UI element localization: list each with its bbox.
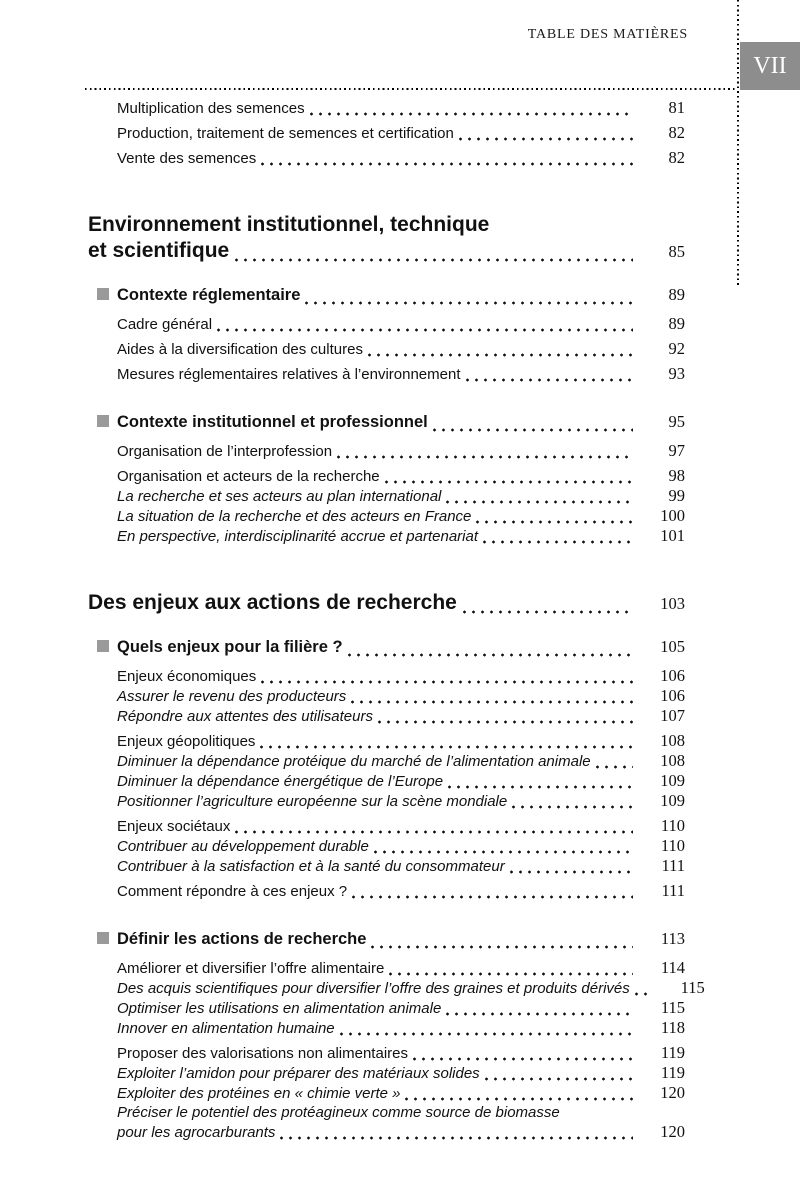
toc-entry-title: Contexte institutionnel et professionnel — [117, 413, 428, 431]
toc-entry-section — [88, 635, 685, 659]
toc-entry-title: Diminuer la dépendance énergétique de l’Europe — [117, 773, 444, 790]
toc-entry-row — [117, 881, 685, 901]
dot-leader — [448, 785, 633, 789]
dot-leader — [459, 137, 633, 141]
toc-entry-page-number: 92 — [668, 339, 685, 358]
toc-entry-italic — [88, 836, 685, 856]
toc-entry-page-number: 120 — [660, 1083, 685, 1102]
toc-entry-row — [117, 148, 685, 168]
dot-leader — [466, 378, 634, 382]
toc-entry-page-number: 97 — [668, 441, 685, 460]
toc-entry-section — [88, 410, 685, 434]
dot-leader — [485, 1077, 633, 1081]
toc-entry-normal — [88, 666, 685, 686]
dot-leader — [378, 720, 633, 724]
toc-entry-normal — [88, 816, 685, 836]
toc-entry-title: Quels enjeux pour la filière ? — [117, 638, 343, 656]
section-square-bullet-icon — [97, 640, 109, 652]
toc-entry-title: Enjeux sociétaux — [117, 818, 231, 835]
toc-list — [88, 98, 705, 1142]
toc-entry-title: Contribuer au développement durable — [117, 838, 369, 855]
toc-entry-normal — [88, 98, 685, 118]
toc-entry-italic — [88, 706, 685, 726]
toc-entry-normal — [88, 881, 685, 901]
toc-entry-row — [117, 506, 685, 526]
toc-entry-normal — [88, 958, 685, 978]
toc-entry-title: et scientifique — [88, 239, 230, 262]
dot-leader — [374, 850, 633, 854]
toc-entry-row — [117, 751, 685, 771]
folio-box — [740, 42, 800, 90]
toc-entry-page-number: 110 — [660, 836, 685, 855]
toc-entry-title: Améliorer et diversifier l’offre alimentaire — [117, 960, 385, 977]
toc-entry-page-number: 99 — [668, 486, 685, 505]
toc-entry-page-number: 100 — [660, 506, 685, 525]
toc-entry-row — [117, 1043, 685, 1063]
toc-entry-row — [88, 635, 685, 659]
toc-entry-page-number: 82 — [668, 148, 685, 167]
toc-entry-title: Diminuer la dépendance protéique du marché de l’alimentation animale — [117, 753, 591, 770]
toc-entry-title: Positionner l’agriculture européenne sur la scène mondiale — [117, 793, 508, 810]
running-header: TABLE DES MATIÈRES — [527, 27, 688, 42]
toc-entry-page-number: 89 — [668, 285, 685, 304]
toc-entry-row — [117, 123, 685, 143]
toc-entry-page-number: 108 — [660, 731, 685, 750]
toc-entry-section — [88, 283, 685, 307]
margin-rule-vertical — [737, 0, 739, 286]
toc-entry-page-number: 113 — [660, 929, 685, 948]
toc-entry-title: Organisation de l’interprofession — [117, 443, 333, 460]
toc-entry-title: Innover en alimentation humaine — [117, 1020, 335, 1037]
toc-entry-page-number: 81 — [668, 98, 685, 117]
dot-leader — [635, 992, 653, 996]
toc-entry-italic — [88, 856, 685, 876]
toc-entry-title: Enjeux économiques — [117, 668, 257, 685]
toc-entry-page-number: 95 — [668, 412, 685, 431]
toc-entry-italic — [88, 998, 685, 1018]
toc-entry-italic — [88, 751, 685, 771]
toc-entry-row — [117, 526, 685, 546]
dot-leader — [235, 830, 633, 834]
toc-entry-title: Définir les actions de recherche — [117, 930, 367, 948]
toc-entry-page-number: 118 — [660, 1018, 685, 1037]
toc-entry-page-number: 89 — [668, 314, 685, 333]
toc-entry-line: Préciser le potentiel des protéagineux comme source de biomasse — [117, 1104, 560, 1121]
dot-leader — [305, 301, 633, 305]
toc-entry-row — [117, 1018, 685, 1038]
dot-leader — [483, 540, 633, 544]
dot-leader — [280, 1136, 633, 1140]
toc-entry-page-number: 111 — [661, 881, 685, 900]
dot-leader — [368, 353, 633, 357]
toc-entry-title: La recherche et ses acteurs au plan international — [117, 488, 442, 505]
dot-leader — [413, 1057, 633, 1061]
toc-entry-normal — [88, 314, 685, 334]
dot-leader — [389, 972, 633, 976]
toc-entry-normal — [88, 466, 685, 486]
toc-entry-italic — [88, 686, 685, 706]
toc-entry-page-number: 109 — [660, 791, 685, 810]
toc-entry-row — [117, 706, 685, 726]
header-rule-horizontal — [85, 88, 737, 90]
toc-entry-title: Mesures réglementaires relatives à l’environnement — [117, 366, 461, 383]
dot-leader — [512, 805, 633, 809]
dot-leader — [476, 520, 633, 524]
dot-leader — [337, 455, 633, 459]
toc-entry-italic — [88, 1018, 685, 1038]
dot-leader — [260, 745, 633, 749]
toc-entry-italic — [88, 771, 685, 791]
toc-entry-title: Production, traitement de semences et certification — [117, 125, 454, 142]
toc-entry-section — [88, 927, 685, 951]
dot-leader — [433, 428, 633, 432]
toc-entry-page-number: 115 — [660, 998, 685, 1017]
toc-entry-row — [117, 836, 685, 856]
toc-entry-row — [117, 771, 685, 791]
toc-entry-row — [117, 1122, 685, 1142]
toc-entry-page-number: 111 — [661, 856, 685, 875]
toc-entry-row — [88, 283, 685, 307]
toc-entry-row — [117, 364, 685, 384]
toc-entry-page-number: 82 — [668, 123, 685, 142]
section-square-bullet-icon — [97, 932, 109, 944]
toc-entry-row — [117, 441, 685, 461]
toc-entry-row — [117, 791, 685, 811]
toc-entry-title: Des enjeux aux actions de recherche — [88, 591, 457, 614]
toc-entry-page-number: 103 — [660, 594, 685, 613]
toc-entry-chapter — [88, 212, 685, 265]
toc-entry-title: La situation de la recherche et des acteurs en France — [117, 508, 472, 525]
toc-entry-line: Environnement institutionnel, technique — [88, 213, 490, 236]
dot-leader — [235, 258, 633, 262]
toc-entry-row — [88, 410, 685, 434]
dot-leader — [446, 500, 633, 504]
toc-entry-title: Répondre aux attentes des utilisateurs — [117, 708, 373, 725]
toc-entry-page-number: 101 — [660, 526, 685, 545]
toc-entry-page-number: 108 — [660, 751, 685, 770]
toc-entry-title: Assurer le revenu des producteurs — [117, 688, 347, 705]
toc-entry-title: Optimiser les utilisations en alimentation animale — [117, 1000, 442, 1017]
toc-entry-normal — [88, 364, 685, 384]
dot-leader — [348, 653, 633, 657]
toc-entry-page-number: 106 — [660, 666, 685, 685]
toc-entry-row — [117, 486, 685, 506]
toc-entry-page-number: 98 — [668, 466, 685, 485]
toc-entry-page-number: 109 — [660, 771, 685, 790]
toc-entry-italic — [88, 1063, 685, 1083]
toc-entry-title: Enjeux géopolitiques — [117, 733, 256, 750]
toc-entry-row — [117, 666, 685, 686]
toc-entry-normal — [88, 339, 685, 359]
toc-entry-page-number: 93 — [668, 364, 685, 383]
toc-entry-italic — [88, 978, 705, 998]
toc-entry-italic — [88, 791, 685, 811]
toc-entry-row — [117, 98, 685, 118]
toc-entry-title: Vente des semences — [117, 150, 257, 167]
toc-entry-page-number: 120 — [660, 1122, 685, 1141]
toc-entry-italic — [88, 486, 685, 506]
toc-entry-italic — [88, 1103, 685, 1142]
toc-entry-row — [117, 816, 685, 836]
toc-entry-row — [117, 1083, 685, 1103]
toc-entry-page-number: 115 — [680, 978, 705, 997]
toc-entry-chapter — [88, 590, 685, 617]
toc-entry-title: Exploiter l’amidon pour préparer des matériaux solides — [117, 1065, 480, 1082]
toc-entry-title: Cadre général — [117, 316, 213, 333]
toc-entry-page-number: 114 — [660, 958, 685, 977]
toc-entry-title: Contribuer à la satisfaction et à la santé du consommateur — [117, 858, 505, 875]
dot-leader — [510, 870, 633, 874]
folio-number: VII — [753, 52, 787, 79]
toc-entry-normal — [88, 731, 685, 751]
toc-entry-row — [88, 238, 685, 265]
toc-entry-title: Comment répondre à ces enjeux ? — [117, 883, 348, 900]
dot-leader — [405, 1097, 633, 1101]
toc-entry-title: pour les agrocarburants — [117, 1124, 276, 1141]
toc-entry-normal — [88, 148, 685, 168]
toc-entry-row — [117, 731, 685, 751]
toc-entry-italic — [88, 1083, 685, 1103]
toc-entry-row — [117, 1063, 685, 1083]
toc-entry-page-number: 119 — [660, 1043, 685, 1062]
toc-entry-row — [88, 927, 685, 951]
toc-entry-row — [117, 958, 685, 978]
toc-entry-italic — [88, 506, 685, 526]
dot-leader — [310, 112, 633, 116]
toc-entry-normal — [88, 123, 685, 143]
section-square-bullet-icon — [97, 288, 109, 300]
dot-leader — [446, 1012, 633, 1016]
toc-entry-italic — [88, 526, 685, 546]
toc-entry-page-number: 105 — [660, 637, 685, 656]
toc-entry-title: Contexte réglementaire — [117, 286, 301, 304]
dot-leader — [261, 162, 633, 166]
toc-entry-page-number: 85 — [668, 242, 685, 261]
toc-entry-normal — [88, 441, 685, 461]
toc-entry-page-number: 106 — [660, 686, 685, 705]
dot-leader — [371, 945, 633, 949]
toc-entry-title: Exploiter des protéines en « chimie verte » — [117, 1085, 401, 1102]
dot-leader — [351, 700, 633, 704]
toc-entry-title: Aides à la diversification des cultures — [117, 341, 363, 358]
toc-entry-title: Proposer des valorisations non alimentaires — [117, 1045, 408, 1062]
toc-entry-row — [117, 314, 685, 334]
dot-leader — [217, 328, 633, 332]
dot-leader — [596, 765, 633, 769]
toc-entry-title: Multiplication des semences — [117, 100, 305, 117]
dot-leader — [261, 680, 633, 684]
toc-entry-title: Des acquis scientifiques pour diversifier l’offre des graines et produits dérivés — [117, 980, 630, 997]
toc-entry-normal — [88, 1043, 685, 1063]
dot-leader — [463, 610, 633, 614]
dot-leader — [352, 895, 633, 899]
toc-entry-page-number: 107 — [660, 706, 685, 725]
toc-entry-row — [88, 590, 685, 617]
dot-leader — [385, 480, 633, 484]
toc-entry-title: En perspective, interdisciplinarité accrue et partenariat — [117, 528, 479, 545]
toc-entry-page-number: 110 — [660, 816, 685, 835]
toc-entry-title: Organisation et acteurs de la recherche — [117, 468, 380, 485]
toc-entry-page-number: 119 — [660, 1063, 685, 1082]
section-square-bullet-icon — [97, 415, 109, 427]
toc-entry-row — [117, 466, 685, 486]
toc-entry-row — [117, 339, 685, 359]
toc-entry-row — [117, 686, 685, 706]
toc-entry-row — [117, 978, 705, 998]
toc-entry-row — [117, 856, 685, 876]
dot-leader — [340, 1032, 633, 1036]
toc-entry-row — [117, 998, 685, 1018]
